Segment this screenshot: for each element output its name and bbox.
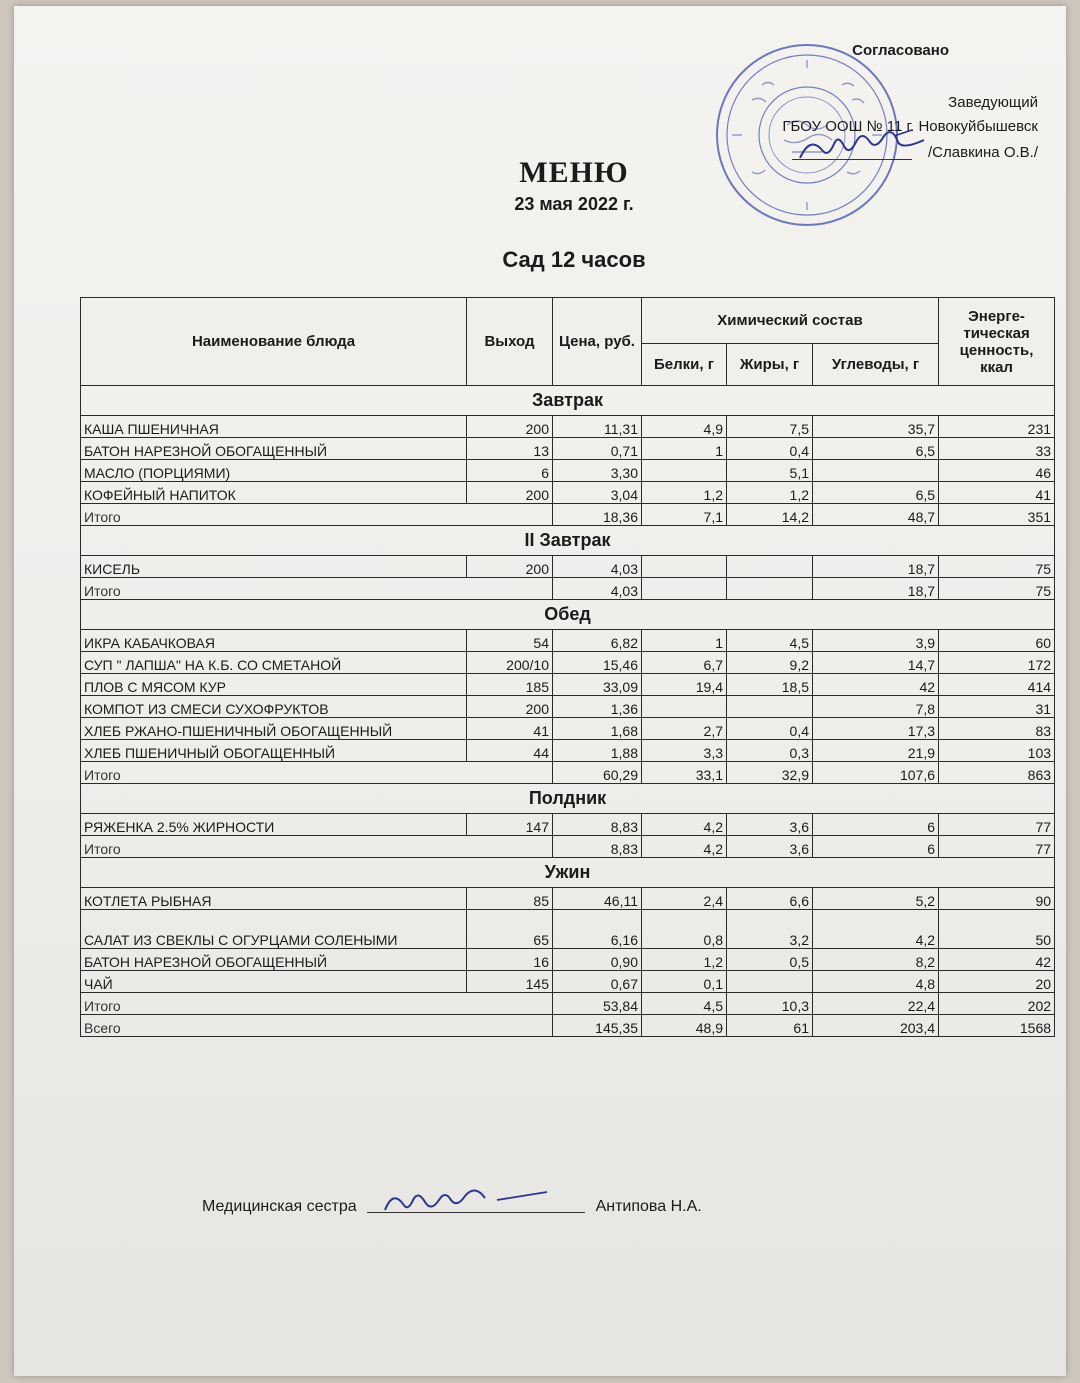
dish-kcal: 414 — [939, 674, 1055, 696]
dish-name: КОФЕЙНЫЙ НАПИТОК — [81, 482, 467, 504]
dish-price: 1,36 — [553, 696, 642, 718]
total-price: 53,84 — [553, 993, 642, 1015]
dish-protein: 6,7 — [642, 652, 727, 674]
total-kcal: 77 — [939, 836, 1055, 858]
dish-name: САЛАТ ИЗ СВЕКЛЫ С ОГУРЦАМИ СОЛЕНЫМИ — [81, 910, 467, 949]
dish-fat: 0,5 — [727, 949, 813, 971]
dish-kcal: 42 — [939, 949, 1055, 971]
dish-name: РЯЖЕНКА 2.5% ЖИРНОСТИ — [81, 814, 467, 836]
dish-row — [81, 696, 1055, 718]
dish-carbs: 42 — [813, 674, 939, 696]
dish-price: 0,71 — [553, 438, 642, 460]
grand-total-fat: 61 — [727, 1015, 813, 1037]
dish-price: 0,67 — [553, 971, 642, 993]
dish-row — [81, 416, 1055, 438]
dish-kcal: 103 — [939, 740, 1055, 762]
dish-carbs: 6,5 — [813, 482, 939, 504]
dish-carbs: 4,8 — [813, 971, 939, 993]
column-header-protein: Белки, г — [642, 344, 727, 386]
total-fat — [727, 578, 813, 600]
dish-row — [81, 556, 1055, 578]
dish-row — [81, 460, 1055, 482]
dish-name: ПЛОВ С МЯСОМ КУР — [81, 674, 467, 696]
dish-price: 3,04 — [553, 482, 642, 504]
dish-row — [81, 888, 1055, 910]
dish-carbs: 35,7 — [813, 416, 939, 438]
dish-output: 147 — [467, 814, 553, 836]
dish-kcal: 41 — [939, 482, 1055, 504]
dish-fat — [727, 971, 813, 993]
approval-role: Заведующий — [948, 94, 1038, 111]
dish-output: 200 — [467, 416, 553, 438]
dish-kcal: 172 — [939, 652, 1055, 674]
total-kcal: 863 — [939, 762, 1055, 784]
dish-row — [81, 718, 1055, 740]
dish-fat — [727, 556, 813, 578]
dish-output: 200/10 — [467, 652, 553, 674]
dish-kcal: 31 — [939, 696, 1055, 718]
dish-carbs: 5,2 — [813, 888, 939, 910]
dish-name: БАТОН НАРЕЗНОЙ ОБОГАЩЕННЫЙ — [81, 949, 467, 971]
section-title: II Завтрак — [81, 526, 1055, 556]
dish-output: 200 — [467, 482, 553, 504]
dish-carbs: 7,8 — [813, 696, 939, 718]
dish-price: 8,83 — [553, 814, 642, 836]
dish-kcal: 46 — [939, 460, 1055, 482]
dish-protein: 2,7 — [642, 718, 727, 740]
menu-table-body — [81, 386, 1055, 1037]
dish-protein — [642, 556, 727, 578]
dish-fat: 9,2 — [727, 652, 813, 674]
dish-row — [81, 652, 1055, 674]
section-header-row — [81, 784, 1055, 814]
grand-total-carbs: 203,4 — [813, 1015, 939, 1037]
total-label: Итого — [81, 578, 553, 600]
dish-name: КАША ПШЕНИЧНАЯ — [81, 416, 467, 438]
dish-name: ИКРА КАБАЧКОВАЯ — [81, 630, 467, 652]
dish-row — [81, 814, 1055, 836]
dish-fat: 3,2 — [727, 910, 813, 949]
column-header-fat: Жиры, г — [727, 344, 813, 386]
total-price: 4,03 — [553, 578, 642, 600]
total-protein: 4,5 — [642, 993, 727, 1015]
total-protein: 7,1 — [642, 504, 727, 526]
dish-name: СУП " ЛАПША" НА К.Б. СО СМЕТАНОЙ — [81, 652, 467, 674]
dish-protein — [642, 696, 727, 718]
column-header-price: Цена, руб. — [553, 298, 642, 386]
dish-name: ХЛЕБ ПШЕНИЧНЫЙ ОБОГАЩЕННЫЙ — [81, 740, 467, 762]
dish-name: КОТЛЕТА РЫБНАЯ — [81, 888, 467, 910]
dish-fat: 5,1 — [727, 460, 813, 482]
dish-carbs: 14,7 — [813, 652, 939, 674]
dish-carbs — [813, 460, 939, 482]
dish-fat: 0,4 — [727, 438, 813, 460]
dish-kcal: 60 — [939, 630, 1055, 652]
column-header-energy: Энерге-тическая ценность, ккал — [939, 298, 1055, 386]
dish-fat: 3,6 — [727, 814, 813, 836]
dish-price: 0,90 — [553, 949, 642, 971]
dish-carbs: 3,9 — [813, 630, 939, 652]
total-fat: 14,2 — [727, 504, 813, 526]
dish-fat: 0,4 — [727, 718, 813, 740]
section-header-row — [81, 526, 1055, 556]
dish-output: 145 — [467, 971, 553, 993]
section-title: Обед — [81, 600, 1055, 630]
dish-row — [81, 740, 1055, 762]
dish-fat: 18,5 — [727, 674, 813, 696]
dish-price: 4,03 — [553, 556, 642, 578]
dish-output: 54 — [467, 630, 553, 652]
dish-protein: 1 — [642, 438, 727, 460]
dish-price: 15,46 — [553, 652, 642, 674]
dish-price: 33,09 — [553, 674, 642, 696]
approval-block — [704, 36, 1064, 176]
footer-name: Антипова Н.А. — [595, 1198, 702, 1215]
group-name: Сад 12 часов — [502, 247, 646, 272]
dish-carbs: 21,9 — [813, 740, 939, 762]
column-header-chemical: Химический состав — [642, 298, 939, 344]
dish-kcal: 20 — [939, 971, 1055, 993]
dish-row — [81, 630, 1055, 652]
total-carbs: 22,4 — [813, 993, 939, 1015]
dish-name: МАСЛО (ПОРЦИЯМИ) — [81, 460, 467, 482]
footer-role: Медицинская сестра — [202, 1198, 357, 1215]
dish-protein: 2,4 — [642, 888, 727, 910]
dish-fat: 0,3 — [727, 740, 813, 762]
dish-protein: 0,8 — [642, 910, 727, 949]
total-kcal: 202 — [939, 993, 1055, 1015]
dish-row — [81, 971, 1055, 993]
dish-name: КИСЕЛЬ — [81, 556, 467, 578]
total-carbs: 107,6 — [813, 762, 939, 784]
dish-protein: 4,9 — [642, 416, 727, 438]
dish-price: 3,30 — [553, 460, 642, 482]
dish-fat: 7,5 — [727, 416, 813, 438]
dish-name: КОМПОТ ИЗ СМЕСИ СУХОФРУКТОВ — [81, 696, 467, 718]
footer-signature-line — [367, 1212, 585, 1213]
total-carbs: 18,7 — [813, 578, 939, 600]
dish-output: 41 — [467, 718, 553, 740]
total-label: Итого — [81, 762, 553, 784]
approval-signatory: /Славкина О.В./ — [928, 144, 1038, 161]
column-header-carbs: Углеводы, г — [813, 344, 939, 386]
section-header-row — [81, 386, 1055, 416]
dish-carbs: 6 — [813, 814, 939, 836]
grand-total-protein: 48,9 — [642, 1015, 727, 1037]
total-protein — [642, 578, 727, 600]
dish-row — [81, 910, 1055, 949]
grand-total-price: 145,35 — [553, 1015, 642, 1037]
column-header-name: Наименование блюда — [81, 298, 467, 386]
dish-protein — [642, 460, 727, 482]
dish-output: 13 — [467, 438, 553, 460]
nurse-signature-icon — [377, 1184, 557, 1218]
dish-price: 1,88 — [553, 740, 642, 762]
total-price: 8,83 — [553, 836, 642, 858]
dish-output: 16 — [467, 949, 553, 971]
dish-output: 65 — [467, 910, 553, 949]
dish-protein: 1 — [642, 630, 727, 652]
grand-total-row — [81, 1015, 1055, 1037]
menu-table — [80, 297, 1055, 1037]
document-page — [14, 6, 1066, 1376]
dish-protein: 4,2 — [642, 814, 727, 836]
section-total-row — [81, 762, 1055, 784]
approval-title: Согласовано — [852, 42, 949, 59]
dish-carbs: 17,3 — [813, 718, 939, 740]
total-price: 60,29 — [553, 762, 642, 784]
section-total-row — [81, 504, 1055, 526]
dish-fat: 6,6 — [727, 888, 813, 910]
dish-carbs: 4,2 — [813, 910, 939, 949]
dish-fat: 4,5 — [727, 630, 813, 652]
dish-row — [81, 949, 1055, 971]
section-total-row — [81, 578, 1055, 600]
total-label: Итого — [81, 993, 553, 1015]
dish-name: ХЛЕБ РЖАНО-ПШЕНИЧНЫЙ ОБОГАЩЕННЫЙ — [81, 718, 467, 740]
dish-protein: 1,2 — [642, 482, 727, 504]
dish-output: 6 — [467, 460, 553, 482]
dish-output: 200 — [467, 696, 553, 718]
dish-row — [81, 674, 1055, 696]
dish-carbs: 18,7 — [813, 556, 939, 578]
total-label: Итого — [81, 836, 553, 858]
dish-carbs: 8,2 — [813, 949, 939, 971]
dish-row — [81, 482, 1055, 504]
section-total-row — [81, 993, 1055, 1015]
section-header-row — [81, 858, 1055, 888]
total-protein: 4,2 — [642, 836, 727, 858]
dish-kcal: 50 — [939, 910, 1055, 949]
total-kcal: 351 — [939, 504, 1055, 526]
total-carbs: 6 — [813, 836, 939, 858]
footer-signature — [202, 1198, 702, 1216]
dish-name: БАТОН НАРЕЗНОЙ ОБОГАЩЕННЫЙ — [81, 438, 467, 460]
section-title: Ужин — [81, 858, 1055, 888]
section-header-row — [81, 600, 1055, 630]
total-fat: 10,3 — [727, 993, 813, 1015]
total-fat: 3,6 — [727, 836, 813, 858]
dish-output: 44 — [467, 740, 553, 762]
section-title: Полдник — [81, 784, 1055, 814]
dish-protein: 19,4 — [642, 674, 727, 696]
total-kcal: 75 — [939, 578, 1055, 600]
dish-price: 46,11 — [553, 888, 642, 910]
dish-price: 6,82 — [553, 630, 642, 652]
total-carbs: 48,7 — [813, 504, 939, 526]
section-title: Завтрак — [81, 386, 1055, 416]
dish-fat — [727, 696, 813, 718]
dish-protein: 1,2 — [642, 949, 727, 971]
menu-date: 23 мая 2022 г. — [514, 194, 634, 214]
dish-price: 11,31 — [553, 416, 642, 438]
dish-kcal: 75 — [939, 556, 1055, 578]
dish-kcal: 83 — [939, 718, 1055, 740]
dish-price: 1,68 — [553, 718, 642, 740]
grand-total-label: Всего — [81, 1015, 553, 1037]
dish-output: 200 — [467, 556, 553, 578]
dish-price: 6,16 — [553, 910, 642, 949]
dish-row — [81, 438, 1055, 460]
total-protein: 33,1 — [642, 762, 727, 784]
grand-total-kcal: 1568 — [939, 1015, 1055, 1037]
approval-organization: ГБОУ ООШ № 11 г. Новокуйбышевск — [782, 118, 1038, 135]
dish-kcal: 231 — [939, 416, 1055, 438]
dish-kcal: 77 — [939, 814, 1055, 836]
page-title: МЕНЮ — [519, 156, 629, 189]
section-total-row — [81, 836, 1055, 858]
dish-fat: 1,2 — [727, 482, 813, 504]
total-label: Итого — [81, 504, 553, 526]
column-header-output: Выход — [467, 298, 553, 386]
dish-protein: 0,1 — [642, 971, 727, 993]
total-price: 18,36 — [553, 504, 642, 526]
dish-kcal: 90 — [939, 888, 1055, 910]
total-fat: 32,9 — [727, 762, 813, 784]
dish-output: 185 — [467, 674, 553, 696]
dish-kcal: 33 — [939, 438, 1055, 460]
dish-carbs: 6,5 — [813, 438, 939, 460]
dish-output: 85 — [467, 888, 553, 910]
dish-protein: 3,3 — [642, 740, 727, 762]
dish-name: ЧАЙ — [81, 971, 467, 993]
